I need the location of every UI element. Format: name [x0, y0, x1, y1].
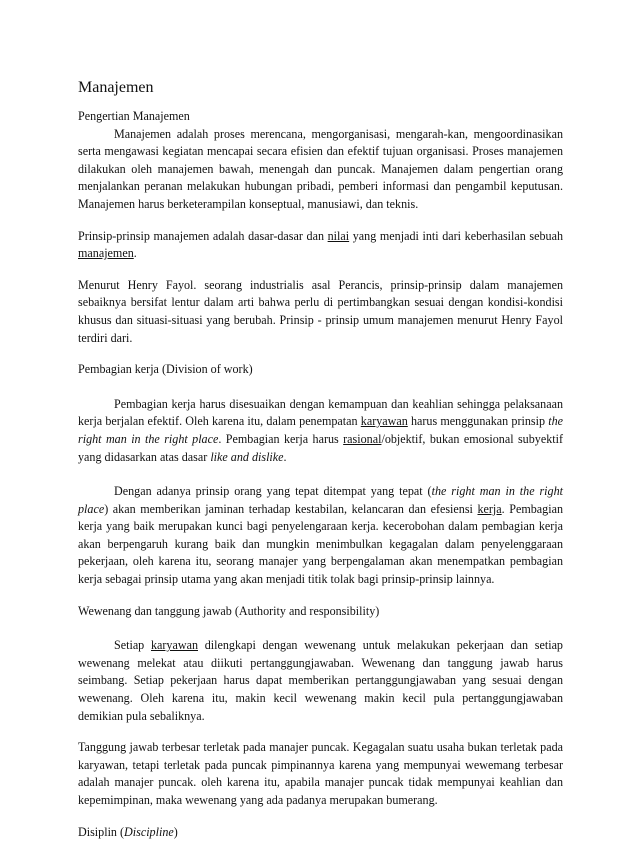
paragraph-definition — [78, 126, 563, 214]
link-karyawan[interactable]: karyawan — [360, 414, 408, 429]
italic-phrase: like and dislike — [210, 449, 284, 464]
paragraph-text: Manajemen adalah proses merencana, mengorganisasi, mengarah-kan, mengoordinasikan serta mengawasi kegiatan mencapai secara efisien dan efektif tujuan organisasi. Proses manajemen dilakukan oleh manajemen bawah, menengah dan puncak. Manajemen dalam pengertian orang menjalankan peranan melakukan hubungan pribadi, pemberi informasi dan pengambil keputusan. Manajemen harus berketerampilan konseptual, manusiawi, dan teknis — [78, 126, 563, 211]
paragraph-text: harus menggunakan prinsip — [407, 414, 549, 429]
heading-text: ) — [173, 824, 178, 839]
heading-text: Disiplin ( — [78, 824, 125, 839]
link-nilai[interactable]: nilai — [327, 228, 350, 243]
paragraph-text: . Pembagian kerja harus — [218, 431, 344, 446]
paragraph-text: yang menjadi inti dari keberhasilan sebuah — [349, 228, 563, 243]
section-heading-authority: Wewenang dan tanggung jawab (Authority and responsibility) — [78, 603, 380, 618]
section-heading-division-of-work: Pembagian kerja (Division of work) — [78, 362, 253, 377]
paragraph-text: . — [283, 449, 287, 464]
paragraph-authority-1 — [78, 637, 563, 725]
italic-phrase: Discipline — [124, 824, 174, 839]
paragraph-text: Prinsip-prinsip manajemen adalah dasar-dasar dan — [78, 228, 328, 243]
section-heading-discipline — [78, 824, 563, 841]
paragraph-principles — [78, 228, 563, 263]
paragraph-text: . — [133, 246, 137, 261]
italic-phrase: the right man in the right place — [78, 414, 563, 446]
paragraph-division-2 — [78, 483, 563, 589]
paragraph-authority-2: Tanggung jawab terbesar terletak pada manajer puncak. Kegagalan suatu usaha bukan terletak pada karyawan, tetapi terletak pada puncak pimpinannya karena yang mempunyai wewemang terbesar adalah manajer puncak. oleh karena itu, apabila manajer puncak tidak mempunyai keahlian dan kepemimpinan, maka wewenang yang ada padanya merupakan bumerang. — [78, 740, 563, 807]
paragraph-division-1 — [78, 396, 563, 466]
section-heading-pengertian: Pengertian Manajemen — [78, 109, 190, 123]
paragraph-end-mark: . — [415, 196, 419, 211]
paragraph-text: dilengkapi dengan wewenang untuk melakukan pekerjaan dan setiap wewenang melekat atau diikuti pertanggungjawaban. Wewenang dan tanggung jawab harus seimbang. Setiap pekerjaan harus dapat memberikan pertanggungjawaban yang sesuai dengan wewenang. Oleh karena itu, makin kecil wewenang makin kecil pula pertanggungjawaban demikian pula sebaliknya. — [78, 638, 563, 723]
paragraph-text: Pembagian kerja harus disesuaikan dengan kemampuan dan keahlian sehingga pelaksanaan kerja berjalan efektif. Oleh karena itu, dalam penempatan — [78, 396, 563, 429]
link-kerja[interactable]: kerja — [477, 501, 502, 516]
paragraph-text: ) akan memberikan jaminan terhadap kestabilan, kelancaran dan efesiensi — [104, 501, 478, 516]
paragraph-text: /objektif, bukan emosional subyektif yang didasarkan atas dasar — [78, 431, 563, 464]
paragraph-text: Dengan adanya prinsip orang yang tepat ditempat yang tepat ( — [114, 484, 432, 499]
link-karyawan[interactable]: karyawan — [150, 638, 198, 653]
italic-phrase: the right man in the right place — [78, 484, 563, 516]
document-title: Manajemen — [78, 79, 154, 96]
paragraph-text: . Pembagian kerja yang baik merupakan kunci bagi penyelengaraan kerja. kecerobohan dalam pembagian kerja akan berpengaruh kurang baik dan mungkin menimbulkan kegagalan dalam penyelenggaraan pekerjaan, oleh karena itu, seorang manajer yang berpengalaman akan menempatkan pembagian kerja sebagai prinsip utama yang akan menjadi titik tolak bagi prinsip-prinsip lainnya. — [78, 501, 563, 587]
paragraph-text: Setiap — [114, 638, 151, 653]
paragraph-fayol: Menurut Henry Fayol. seorang industrialis asal Perancis, prinsip-prinsip dalam manajemen sebaiknya bersifat lentur dalam arti bahwa perlu di pertimbangkan sesuai dengan kondisi-kondisi khusus dan situasi-situasi yang berubah. Prinsip - prinsip umum manajemen menurut Henry Fayol terdiri dari. — [78, 277, 563, 345]
link-manajemen[interactable]: manajemen — [78, 246, 134, 261]
link-rasional[interactable]: rasional — [343, 431, 382, 446]
